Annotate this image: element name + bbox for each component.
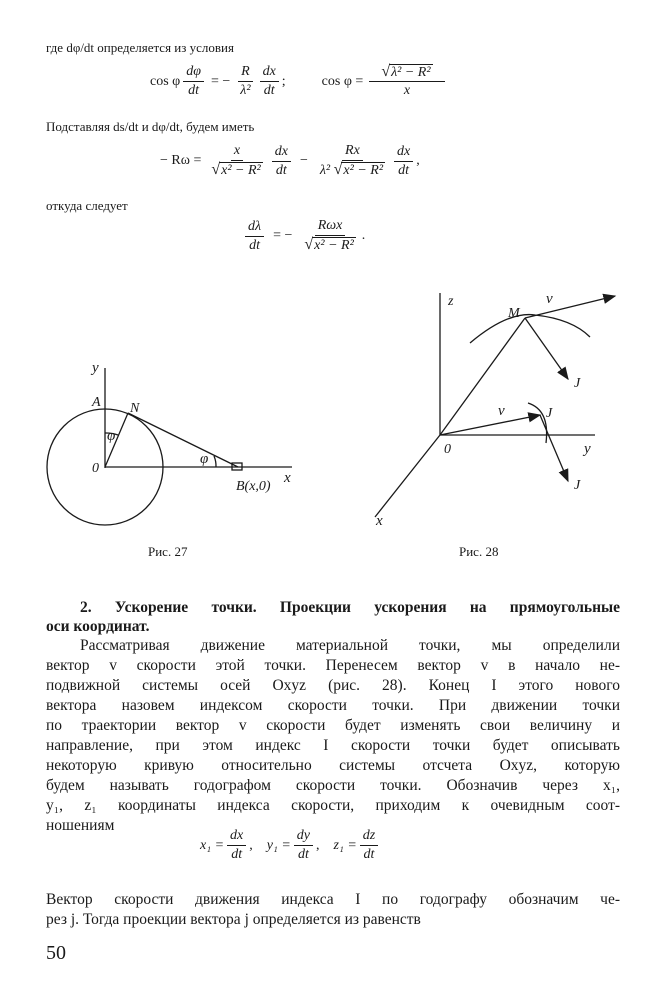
- paragraph-1-line: будем называть годографом скорости точки. Обозначив через x₁,: [46, 777, 620, 794]
- fig28-label-z: z: [448, 294, 454, 309]
- eq2-frac3: [317, 143, 388, 179]
- section-heading-line1: 2. Ускорение точки. Проекции ускорения на прямоугольные: [80, 599, 620, 616]
- fig28-label-y: y: [584, 441, 591, 457]
- equation-1: [150, 64, 448, 99]
- paragraph-2-line: рез j. Тогда проекции вектора j определяется из равенств: [46, 911, 421, 928]
- fig28-label-M: M: [508, 306, 520, 321]
- paragraph-1-line: y₁, z₁ координаты индекса скорости, приходим к очевидным соот-: [46, 797, 620, 814]
- eq2-frac1-den: [208, 161, 265, 179]
- fig28-x-axis: [375, 435, 440, 517]
- eq1-frac-R-lambda: [237, 64, 253, 99]
- fig27-label-x: x: [284, 470, 291, 486]
- eq1-right-num-text: λ² − R²: [391, 65, 431, 80]
- eq1-frac-dphi-dt: [183, 64, 204, 99]
- eq3-equals: = −: [273, 228, 293, 243]
- figure-27: [30, 350, 320, 530]
- fig28-accel-arrow-I: [540, 415, 568, 481]
- eq1-frac-den: dt: [188, 83, 200, 98]
- paragraph-1-line: некоторую кривую относительно системы отсчета Oxyz, которую: [46, 757, 620, 774]
- eq4-y1-lhs: y₁ =: [266, 837, 291, 853]
- eq4-frac-dz: [360, 828, 378, 863]
- eq3-period: .: [361, 228, 366, 243]
- fig28-radius-vector: [440, 318, 525, 435]
- eq4-frac-dy-den: dt: [297, 847, 309, 862]
- eq2-frac4-num: dx: [394, 144, 413, 162]
- eq1-frac-num: dφ: [183, 64, 204, 82]
- eq4-frac-dx: [227, 828, 246, 863]
- intro-text: где dφ/dt определяется из условия: [46, 40, 234, 55]
- eq4-x1-lhs: x₁ =: [200, 837, 225, 853]
- section-heading-line2: оси координат.: [46, 618, 150, 635]
- eq2-frac1-den-text: x² − R²: [221, 163, 261, 178]
- fig28-caption: Рис. 28: [459, 544, 499, 559]
- eq2-frac2: [272, 144, 291, 179]
- fig28-label-J: J: [546, 406, 553, 421]
- eq4-comma-2: ,: [316, 837, 320, 853]
- eq2-frac3-den-b: x² − R²: [343, 163, 384, 178]
- paragraph-1-line: Рассматривая движение материальной точки, мы определили: [80, 637, 620, 654]
- eq1-frac-dx-dt: [260, 64, 279, 99]
- eq3-frac2-den: [301, 236, 358, 254]
- eq4-frac-dy: [294, 828, 313, 863]
- eq4-frac-dx-num: dx: [227, 828, 246, 846]
- equation-2: [160, 143, 420, 179]
- sqrt-sign-icon: √: [333, 161, 343, 178]
- eq3-frac2-den-text: x² − R²: [314, 238, 354, 253]
- fig27-label-y: y: [92, 360, 99, 376]
- eq2-frac1: [208, 143, 265, 179]
- eq2-frac2-num: dx: [272, 144, 291, 162]
- page-number: 50: [46, 942, 66, 964]
- fig28-velocity-arrow-M: [525, 296, 615, 318]
- fig28-label-j2: J: [574, 478, 581, 493]
- eq3-frac2-num: Rωx: [315, 218, 346, 236]
- eq1-cos-phi-right: cos φ =: [321, 73, 364, 89]
- sqrt-sign-icon: √: [381, 63, 391, 80]
- equation-4: [200, 828, 381, 863]
- equation-3: [242, 218, 365, 254]
- substitute-text: Подставляя ds/dt и dφ/dt, будем иметь: [46, 119, 255, 134]
- sqrt-sign-icon: √: [211, 161, 221, 178]
- fig28-label-v1: v: [546, 291, 553, 307]
- follows-text: откуда следует: [46, 198, 128, 213]
- eq3-frac2: [301, 218, 358, 254]
- fig27-label-O: 0: [92, 461, 99, 476]
- fig27-label-B: B(x,0): [236, 479, 271, 494]
- eq4-frac-dy-num: dy: [294, 828, 313, 846]
- paragraph-1-line: по траектории вектор v скорости будет изменять свои величину и: [46, 717, 620, 734]
- eq3-frac1: [245, 219, 264, 254]
- eq2-frac4-den: dt: [398, 162, 410, 178]
- paragraph-1-line: ношениям: [46, 817, 115, 834]
- paragraph-1-line: вектор v скорости этой точки. Перенесем вектор v в начало не-: [46, 657, 620, 674]
- fig27-caption: Рис. 27: [148, 544, 188, 559]
- paragraph-1-line: направление, при этом индекс I скорости точки будет описывать: [46, 737, 620, 754]
- fig28-accel-arrow-M: [525, 318, 568, 379]
- eq2-lhs: − Rω =: [160, 153, 202, 168]
- eq1-right-den: x: [403, 83, 411, 98]
- eq1-mid-num: R: [238, 64, 253, 82]
- fig28-label-j1: J: [574, 376, 581, 391]
- fig28-label-x: x: [376, 513, 383, 529]
- eq2-frac3-num: Rx: [342, 143, 363, 161]
- paragraph-1-line: подвижной системы осей Oxyz (рис. 28). Конец I этого нового: [46, 677, 620, 694]
- fig27-label-N: N: [130, 401, 140, 416]
- eq2-frac3-den-a: λ²: [319, 163, 331, 178]
- eq1-equals: = −: [211, 73, 231, 89]
- eq4-frac-dz-num: dz: [360, 828, 378, 846]
- fig27-label-phi-1: φ: [107, 428, 116, 444]
- eq4-comma-1: ,: [249, 837, 253, 853]
- eq2-frac1-num: x: [231, 143, 243, 161]
- eq1-right-num: [369, 64, 444, 82]
- fig27-label-phi-2: φ: [200, 451, 209, 467]
- paragraph-2-line: Вектор скорости движения индекса I по годографу обозначим че-: [46, 891, 620, 908]
- eq1-cos-phi: cos φ: [150, 73, 181, 89]
- eq2-comma: ,: [416, 153, 420, 168]
- fig27-label-A: A: [92, 395, 101, 410]
- eq2-frac4: [394, 144, 413, 179]
- eq4-z1-lhs: z₁ =: [333, 837, 357, 853]
- fig28-label-O: 0: [444, 442, 451, 457]
- figure-28: [360, 285, 650, 530]
- eq4-frac-dz-den: dt: [363, 847, 375, 862]
- eq1-mid-den: λ²: [240, 83, 251, 98]
- sqrt-sign-icon: √: [304, 236, 314, 253]
- eq1-semicolon: ;: [281, 73, 286, 89]
- eq2-frac3-den: [317, 161, 388, 179]
- eq2-frac2-den: dt: [275, 162, 287, 178]
- fig28-trajectory: [470, 315, 590, 343]
- fig28-velocity-arrow-O: [440, 415, 540, 435]
- fig27-tangent-NB: [128, 413, 238, 467]
- eq2-minus: −: [299, 153, 308, 168]
- eq1-mid2-den: dt: [263, 83, 275, 98]
- eq1-frac-sqrt: [369, 64, 444, 99]
- eq3-frac1-den: dt: [249, 237, 260, 253]
- fig27-angle-arc-2: [214, 456, 216, 467]
- fig28-label-v2: v: [498, 403, 505, 419]
- paragraph-1-line: вектора назовем индексом скорости точки. При движении точки: [46, 697, 620, 714]
- eq4-frac-dx-den: dt: [231, 847, 243, 862]
- eq3-frac1-num: dλ: [245, 219, 264, 237]
- eq1-mid2-num: dx: [260, 64, 279, 82]
